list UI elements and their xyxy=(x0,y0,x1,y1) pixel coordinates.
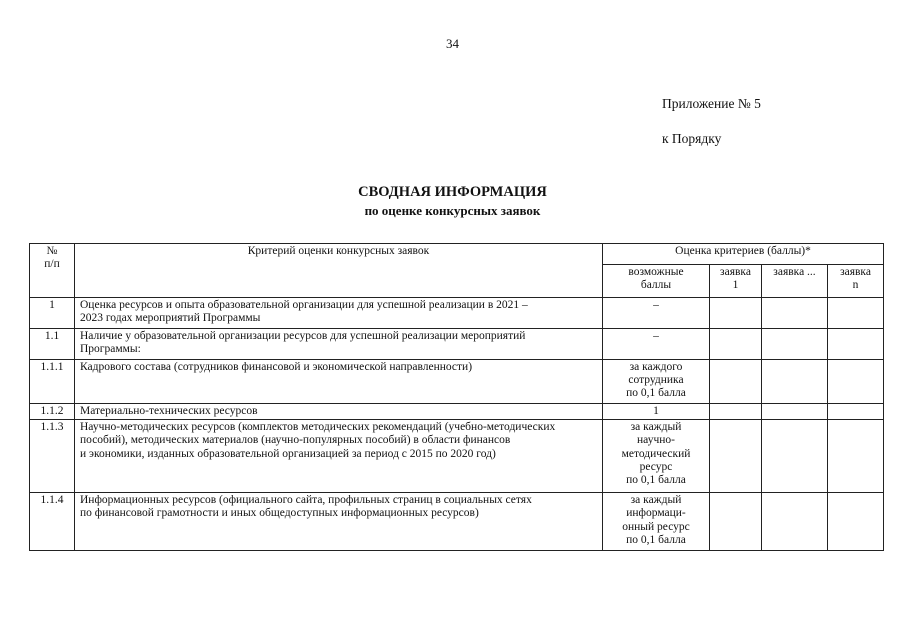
row-app-dots-cell xyxy=(762,493,828,551)
table-row xyxy=(30,298,884,329)
row-app-n-cell xyxy=(828,298,884,329)
appendix-title: Приложение № 5 xyxy=(662,96,761,111)
row-points: 1 xyxy=(603,404,710,420)
row-points: – xyxy=(603,329,710,360)
table-row xyxy=(30,493,884,551)
row-number: 1.1 xyxy=(30,329,75,360)
row-number: 1 xyxy=(30,298,75,329)
row-criterion: Оценка ресурсов и опыта образовательной организации для успешной реализации в 2021 – 2023 годах мероприятий Программы xyxy=(75,298,603,329)
row-app-n-cell xyxy=(828,493,884,551)
table-row xyxy=(30,404,884,420)
header-possible-points: возможные баллы xyxy=(603,265,710,298)
appendix-subtitle: к Порядку xyxy=(662,131,722,146)
header-application-dots: заявка ... xyxy=(762,265,828,298)
row-criterion: Кадрового состава (сотрудников финансовой и экономической направленности) xyxy=(75,360,603,404)
document-subtitle: по оценке конкурсных заявок xyxy=(364,203,541,218)
row-criterion: Материально-технических ресурсов xyxy=(75,404,603,420)
row-app1-cell xyxy=(710,404,762,420)
row-app1-cell xyxy=(710,493,762,551)
row-number: 1.1.3 xyxy=(30,420,75,493)
row-points: – xyxy=(603,298,710,329)
row-app-dots-cell xyxy=(762,420,828,493)
row-app1-cell xyxy=(710,298,762,329)
row-app1-cell xyxy=(710,420,762,493)
summary-table xyxy=(29,243,884,551)
header-application-n: заявка n xyxy=(828,265,884,298)
header-evaluation: Оценка критериев (баллы)* xyxy=(603,244,884,265)
row-points: за каждый научно- методический ресурс по 0,1 балла xyxy=(603,420,710,493)
header-criterion: Критерий оценки конкурсных заявок xyxy=(75,244,603,298)
row-app-dots-cell xyxy=(762,329,828,360)
row-app1-cell xyxy=(710,360,762,404)
header-application-1: заявка 1 xyxy=(710,265,762,298)
row-number: 1.1.4 xyxy=(30,493,75,551)
header-number: № п/п xyxy=(30,244,75,298)
table-row xyxy=(30,420,884,493)
row-number: 1.1.2 xyxy=(30,404,75,420)
table-row xyxy=(30,360,884,404)
row-app-n-cell xyxy=(828,420,884,493)
row-app-dots-cell xyxy=(762,404,828,420)
row-criterion: Наличие у образовательной организации ресурсов для успешной реализации мероприятий Программы: xyxy=(75,329,603,360)
row-app-n-cell xyxy=(828,404,884,420)
row-number: 1.1.1 xyxy=(30,360,75,404)
page-number: 34 xyxy=(446,36,459,51)
row-app-n-cell xyxy=(828,360,884,404)
row-app1-cell xyxy=(710,329,762,360)
row-points: за каждого сотрудника по 0,1 балла xyxy=(603,360,710,404)
row-app-dots-cell xyxy=(762,298,828,329)
row-app-n-cell xyxy=(828,329,884,360)
document-title: СВОДНАЯ ИНФОРМАЦИЯ xyxy=(358,184,547,200)
row-points: за каждый информаци- онный ресурс по 0,1 балла xyxy=(603,493,710,551)
table-row xyxy=(30,329,884,360)
row-app-dots-cell xyxy=(762,360,828,404)
row-criterion: Информационных ресурсов (официального сайта, профильных страниц в социальных сетях по финансовой грамотности и иных общедоступных информационных ресурсов) xyxy=(75,493,603,551)
row-criterion: Научно-методических ресурсов (комплектов методических рекомендаций (учебно-методических пособий), методических материалов (научно-популярных пособий) в области финансов и экономики, изданных образовательной организацией за период с 2015 по 2020 год) xyxy=(75,420,603,493)
